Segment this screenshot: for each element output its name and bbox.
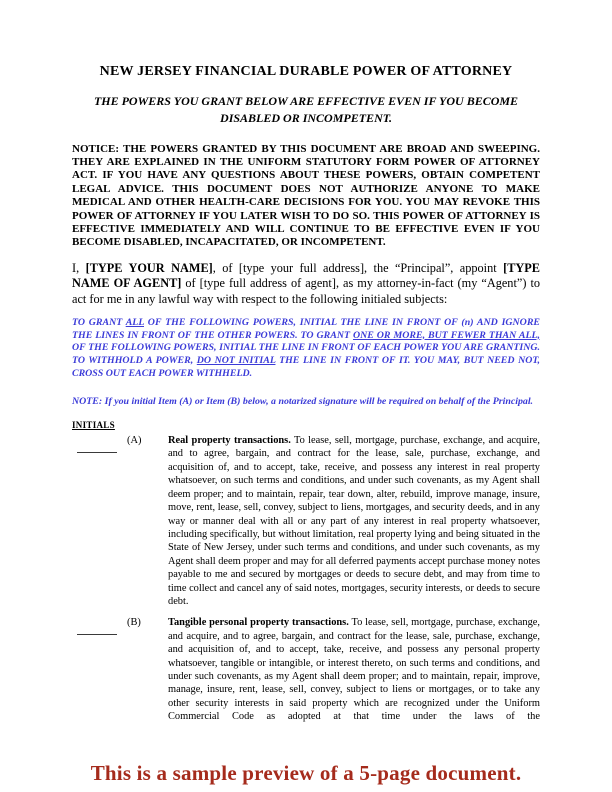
text-segment: I,	[72, 260, 86, 275]
power-item-a	[72, 434, 540, 608]
item-text	[168, 616, 540, 723]
initials-heading: INITIALS	[72, 420, 115, 431]
text-segment-underlined: ONE OR MORE, BUT FEWER THAN ALL,	[352, 329, 540, 341]
item-label: (B)	[127, 617, 141, 629]
item-body: To lease, sell, mortgage, purchase, exchange, and acquire, and to agree, bargain, and contract for the lease, sale, purchase, exchange, and acquisition of, and to accept, take, receive, and possess any personal property whatsoever, tangible or intangible, or interest thereto, on such terms and conditions, and under such covenants, as my Agent shall deem proper; and to maintain, repair, improve, manage, insure, rent, lease, sell, convey, subject to liens or mortgages, or to take any other security interests in said property which are recognized under the Uniform Commercial Code as adopted at that time under the laws of the	[168, 617, 541, 723]
item-text	[168, 434, 540, 608]
text-segment-underlined: DO NOT INITIAL	[196, 355, 276, 367]
item-body: To lease, sell, mortgage, purchase, exchange, and acquire, and to agree, bargain, and contract for the lease, sale, purchase, exchange, and acquisition of, and to accept, take, receive, and possess any interest in real property whatsoever, on such terms and conditions, and under such covenants, as my Agent shall deem proper; and to maintain, repair, tear down, alter, rebuild, improve manage, insure, move, rent, lease, sell, convey, subject to liens, mortgages, and security deeds, and in any way or manner deal with all or any part of any interest in real property whatsoever, including specifically, but without limitation, real property lying and being situated in the State of New Jersey, under such terms and conditions, and under such covenants, as my Agent shall deem proper and may for all deferred payments accept purchase money notes payable to me and secured by mortgages or deeds to secure debt, and may from time to time collect and cancel any of said notes, mortgages, security interests, or deeds to secure debt.	[168, 435, 540, 607]
power-item-b	[72, 616, 540, 723]
agent-name-placeholder: [TYPE NAME OF AGENT]	[72, 260, 540, 291]
text-segment-underlined: ALL	[125, 316, 144, 328]
document-title: NEW JERSEY FINANCIAL DURABLE POWER OF ATTORNEY	[99, 64, 513, 79]
item-lead: Tangible personal property transactions.	[168, 617, 349, 629]
text-segment: of [type full address of agent], as my attorney-in-fact (my “Agent”) to act for me in any lawful way with respect to the following initialed subjects:	[72, 276, 541, 307]
sample-preview-banner: This is a sample preview of a 5-page document.	[90, 760, 522, 785]
text-segment: THE LINE IN FRONT OF IT. YOU MAY, BUT NEED NOT, CROSS OUT EACH POWER WITHHELD.	[72, 355, 540, 380]
notary-note: NOTE: If you initial Item (A) or Item (B) below, a notarized signature will be required on behalf of the Principal.	[72, 396, 534, 408]
text-segment: OF THE FOLLOWING POWERS, INITIAL THE LINE IN FRONT OF (n) AND IGNORE THE LINES IN FRONT OF THE OTHER POWERS. TO GRANT	[72, 316, 540, 341]
initials-blank-line-b[interactable]	[77, 634, 117, 635]
granting-instructions	[72, 317, 540, 382]
text-segment: TO GRANT	[72, 316, 126, 328]
notice-paragraph: NOTICE: THE POWERS GRANTED BY THIS DOCUMENT ARE BROAD AND SWEEPING. THEY ARE EXPLAINED IN THE UNIFORM STATUTORY FORM POWER OF ATTORNEY ACT. IF YOU HAVE ANY QUESTIONS ABOUT THESE POWERS, OBTAIN COMPETENT LEGAL ADVICE. THIS DOCUMENT DOES NOT AUTHORIZE ANYONE TO MAKE MEDICAL AND OTHER HEALTH-CARE DECISIONS FOR YOU. YOU MAY REVOKE THIS POWER OF ATTORNEY IF YOU LATER WISH TO DO SO. THIS POWER OF ATTORNEY IS EFFECTIVE IMMEDIATELY AND WILL CONTINUE TO BE EFFECTIVE EVEN IF YOU BECOME DISABLED, INCAPACITATED, OR INCOMPETENT.	[72, 142, 540, 249]
text-segment: OF THE FOLLOWING POWERS, INITIAL THE LINE IN FRONT OF EACH POWER YOU ARE GRANTING. TO WITHHOLD A POWER,	[72, 342, 540, 367]
appointment-paragraph	[72, 261, 540, 308]
item-label: (A)	[127, 435, 142, 447]
text-segment: , of [type your full address], the “Principal”, appoint	[212, 260, 504, 275]
initials-blank-line-a[interactable]	[77, 452, 117, 453]
principal-name-placeholder: [TYPE YOUR NAME]	[85, 260, 213, 275]
item-lead: Real property transactions.	[168, 435, 291, 447]
document-subtitle: THE POWERS YOU GRANT BELOW ARE EFFECTIVE EVEN IF YOU BECOME DISABLED OR INCOMPETENT.	[93, 94, 519, 125]
initials-gutter	[72, 616, 127, 723]
initials-gutter	[72, 434, 127, 608]
